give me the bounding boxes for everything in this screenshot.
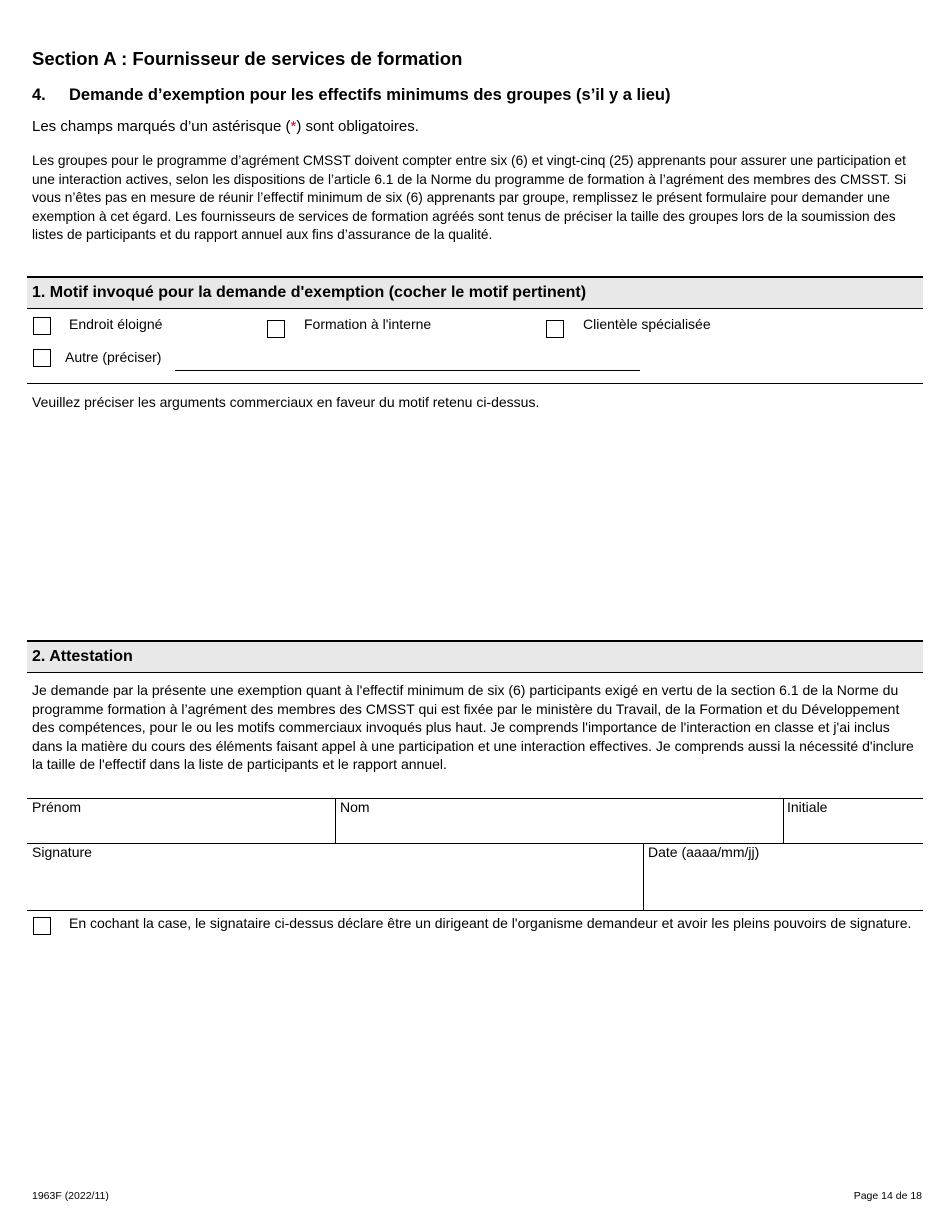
divider (27, 383, 923, 384)
initial-label: Initiale (787, 799, 828, 815)
question-title (32, 86, 670, 105)
date-field[interactable] (645, 862, 921, 908)
part2-header-band (27, 640, 923, 673)
required-note (32, 118, 419, 135)
section-title: Section A : Fournisseur de services de formation (32, 48, 463, 69)
form-code: 1963F (2022/11) (32, 1190, 109, 1202)
first-name-label: Prénom (32, 799, 82, 815)
divider (27, 843, 923, 844)
divider (27, 910, 923, 911)
specialized-clientele-checkbox[interactable] (546, 320, 564, 338)
signature-field[interactable] (28, 862, 641, 908)
signing-authority-declaration: En cochant la case, le signataire ci-dessus déclare être un dirigeant de l'organisme demandeur et avoir les pleins pouvoirs de signature. (69, 915, 912, 931)
last-name-field[interactable] (337, 816, 781, 842)
remote-location-checkbox[interactable] (33, 317, 51, 335)
internal-training-checkbox[interactable] (267, 320, 285, 338)
intro-paragraph: Les groupes pour le programme d’agrément CMSST doivent compter entre six (6) et vingt-cinq (25) apprenants pour assurer une participation et une interaction actives, selon les dispositions de l’article 6.1 de la Norme du programme de formation à l’agrément des membres des CMSST. Si vous n’êtes pas en mesure de réunir l’effectif minimum de six (6) apprenants par groupe, remplissez le présent formulaire pour demander une exemption à cet égard. Les fournisseurs de services de formation agréés sont tenus de préciser la taille des groupes lors de la soumission des listes de participants et du rapport annuel aux fins d’assurance de la qualité. (32, 153, 907, 243)
part2-header: 2. Attestation (32, 648, 133, 665)
required-note-before: Les champs marqués d’un astérisque ( (32, 118, 291, 135)
question-text: Demande d’exemption pour les effectifs minimums des groupes (s’il y a lieu) (69, 86, 671, 104)
question-number: 4. (32, 86, 46, 104)
last-name-label: Nom (340, 799, 370, 815)
other-reason-checkbox[interactable] (33, 349, 51, 367)
other-reason-label: Autre (préciser) (65, 349, 162, 365)
initial-field[interactable] (785, 816, 921, 842)
required-asterisk: * (290, 118, 297, 135)
divider (643, 843, 644, 910)
justification-label: Veuillez préciser les arguments commerciaux en faveur du motif retenu ci-dessus. (32, 394, 540, 410)
page-number: Page 14 de 18 (853, 1190, 922, 1202)
part1-header: 1. Motif invoqué pour la demande d'exemption (cocher le motif pertinent) (32, 284, 587, 301)
required-note-after: ) sont obligatoires. (296, 118, 419, 135)
remote-location-label: Endroit éloigné (69, 316, 163, 332)
attestation-paragraph: Je demande par la présente une exemption quant à l'effectif minimum de six (6) participants exigé en vertu de la section 6.1 de la Norme du programme formation à l’agrément des membres des CMSST qui est fixée par le ministère du Travail, de la Formation et du Développement des compétences, pour le ou les motifs commerciaux invoqués plus haut. Je comprends l'importance de l'interaction en classe et j'ai inclus dans la matière du cours des éléments faisant appel à une participation et une interaction effectives. Je comprends aussi la nécessité d'inclure la taille de l'effectif dans la liste de participants et le rapport annuel. (32, 682, 914, 773)
divider (335, 798, 336, 843)
specialized-clientele-label: Clientèle spécialisée (583, 316, 711, 332)
date-label: Date (aaaa/mm/jj) (648, 844, 760, 860)
divider (783, 798, 784, 843)
other-reason-input[interactable] (178, 351, 638, 369)
other-reason-input-line[interactable] (175, 370, 640, 371)
first-name-field[interactable] (28, 816, 333, 842)
justification-textarea[interactable] (32, 420, 920, 630)
signature-label: Signature (32, 844, 92, 860)
signing-authority-checkbox[interactable] (33, 917, 51, 935)
internal-training-label: Formation à l'interne (304, 316, 432, 332)
